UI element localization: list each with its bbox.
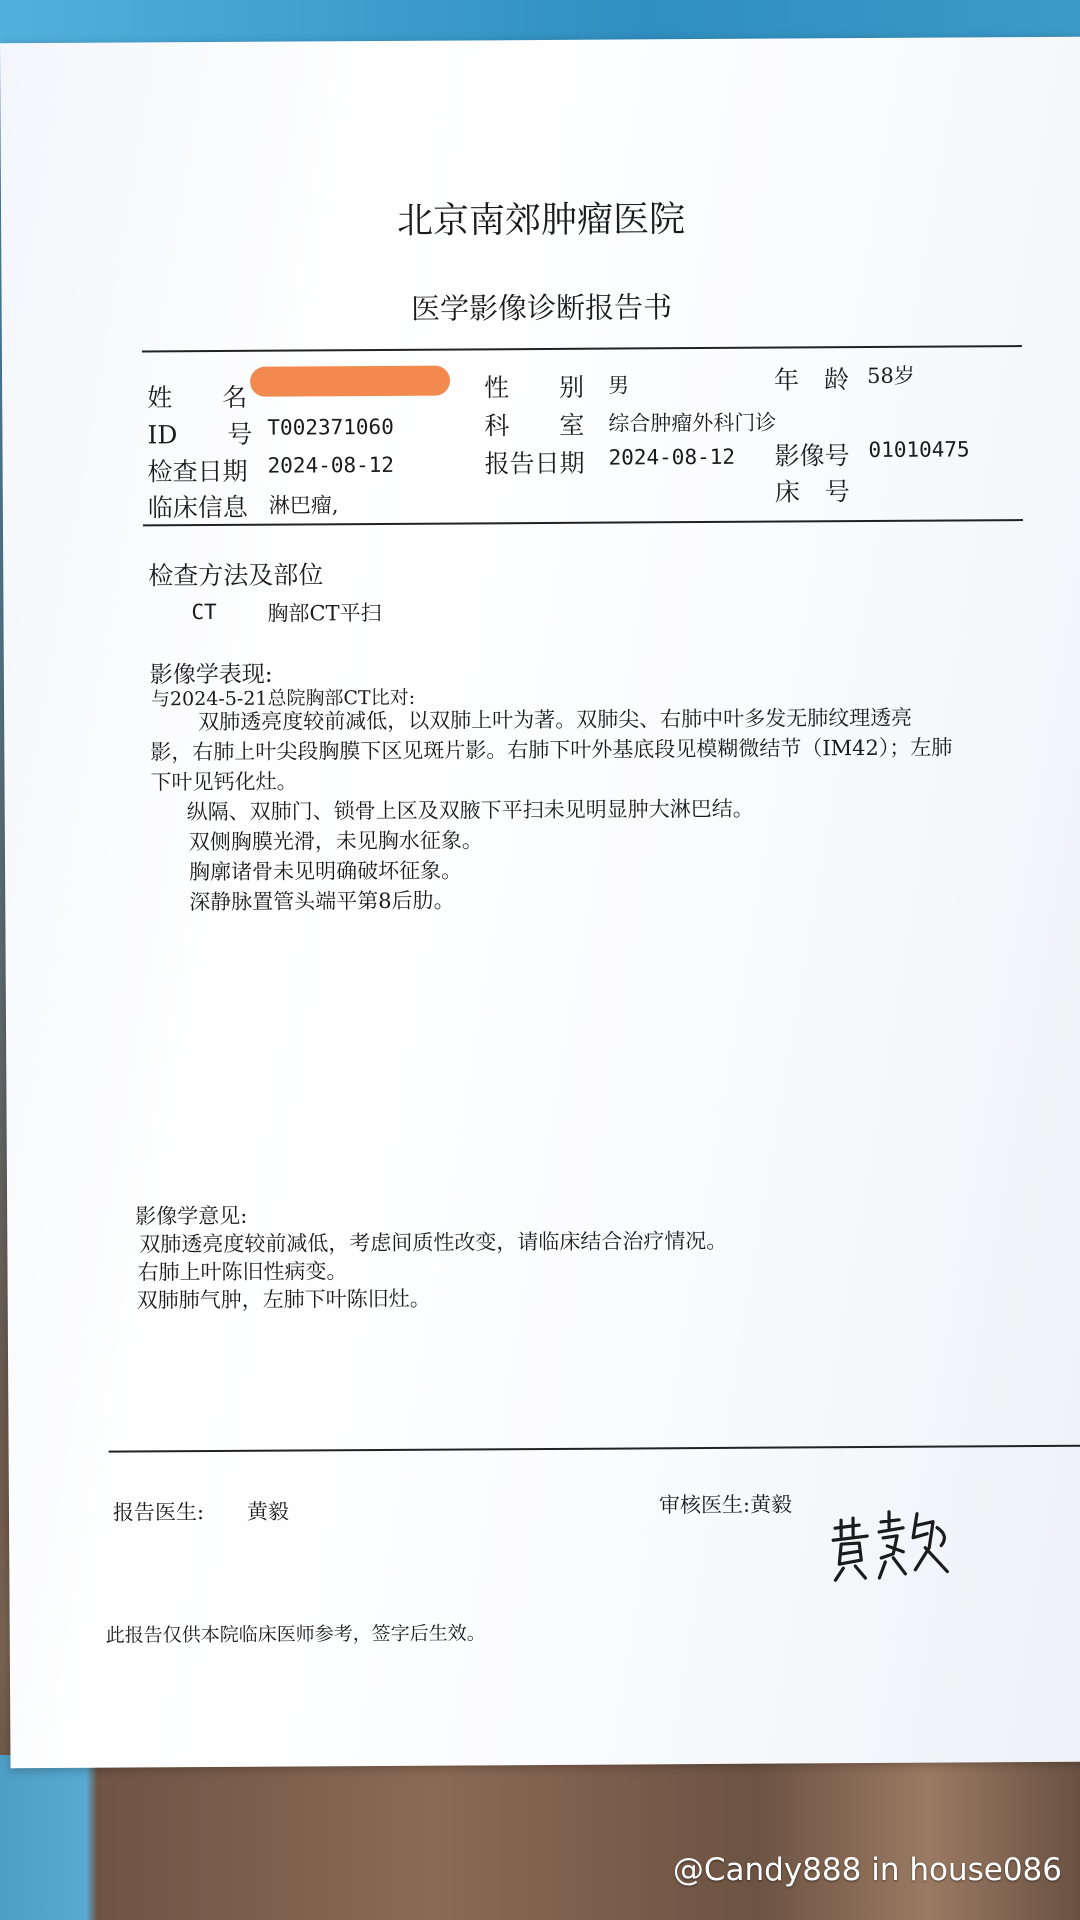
header-bottom-rule: [143, 519, 1023, 526]
clinical-info-label: 临床信息: [147, 492, 248, 523]
impression-line: 双肺透亮度较前减低，考虑间质性改变，请临床结合治疗情况。: [139, 1228, 728, 1257]
bed-number-label: 床 号: [774, 477, 850, 507]
findings-line: 胸廓诸骨未见明确破坏征象。: [189, 858, 463, 885]
header-top-rule: [142, 345, 1022, 352]
findings-line: 纵隔、双肺门、锁骨上区及双腋下平扫未见明显肿大淋巴结。: [186, 796, 754, 825]
document-title: 医学影像诊断报告书: [411, 290, 673, 326]
method-modality: CT: [191, 599, 217, 625]
hospital-name: 北京南郊肿瘤医院: [396, 199, 686, 242]
findings-line: 下叶见钙化灶。: [150, 769, 298, 795]
report-paper: [0, 37, 1080, 1769]
findings-line: 深静脉置管头端平第8后肋。: [189, 888, 455, 915]
impression-heading: 影像学意见:: [135, 1203, 248, 1229]
findings-line: 双肺透亮度较前减低，以双肺上叶为著。双肺尖、右肺中叶多发无肺纹理透亮: [198, 705, 913, 735]
gender-label: 性 别: [484, 372, 585, 403]
gender-value: 男: [608, 373, 630, 398]
department-value: 综合肿瘤外科门诊: [608, 410, 777, 436]
reviewer-label: 审核医生:黄毅: [658, 1492, 793, 1518]
clinical-info-value: 淋巴瘤,: [268, 493, 339, 518]
name-label: 姓 名: [147, 382, 248, 413]
exam-date-label: 检查日期: [147, 456, 248, 487]
method-heading: 检查方法及部位: [148, 560, 324, 591]
age-label: 年 龄: [773, 365, 850, 395]
id-label: ID 号: [147, 419, 253, 450]
impression-line: 右肺上叶陈旧性病变。: [137, 1259, 348, 1285]
exam-date-value: 2024-08-12: [267, 452, 395, 478]
image-number-label: 影像号: [774, 441, 850, 471]
footer-note: 此报告仅供本院临床医师参考，签字后生效。: [105, 1622, 486, 1647]
image-number-value: 01010475: [868, 437, 970, 463]
reporter-name: 黄毅: [246, 1499, 290, 1524]
department-label: 科 室: [484, 410, 585, 441]
name-redaction: [250, 366, 450, 397]
findings-line: 影，右肺上叶尖段胸膜下区见斑片影。右肺下叶外基底段见模糊微结节（IM42）；左肺: [150, 735, 953, 765]
findings-line: 双侧胸膜光滑，未见胸水征象。: [188, 828, 483, 855]
signoff-rule: [109, 1445, 1080, 1453]
report-date-label: 报告日期: [484, 448, 585, 479]
handwritten-signature: [829, 1507, 959, 1588]
impression-line: 双肺肺气肿，左肺下叶陈旧灶。: [136, 1286, 431, 1313]
findings-line: 与2024-5-21总院胸部CT比对:: [150, 686, 416, 711]
id-value: T002371060: [267, 414, 394, 440]
reporter-label: 报告医生:: [112, 1500, 205, 1525]
method-region: 胸部CT平扫: [267, 600, 382, 626]
report-date-value: 2024-08-12: [608, 444, 736, 470]
background-surface-bottom: [0, 1755, 1080, 1920]
findings-heading: 影像学表现:: [149, 661, 273, 689]
photo-watermark: @Candy888 in house086: [672, 1852, 1062, 1888]
age-value: 58岁: [866, 363, 915, 389]
